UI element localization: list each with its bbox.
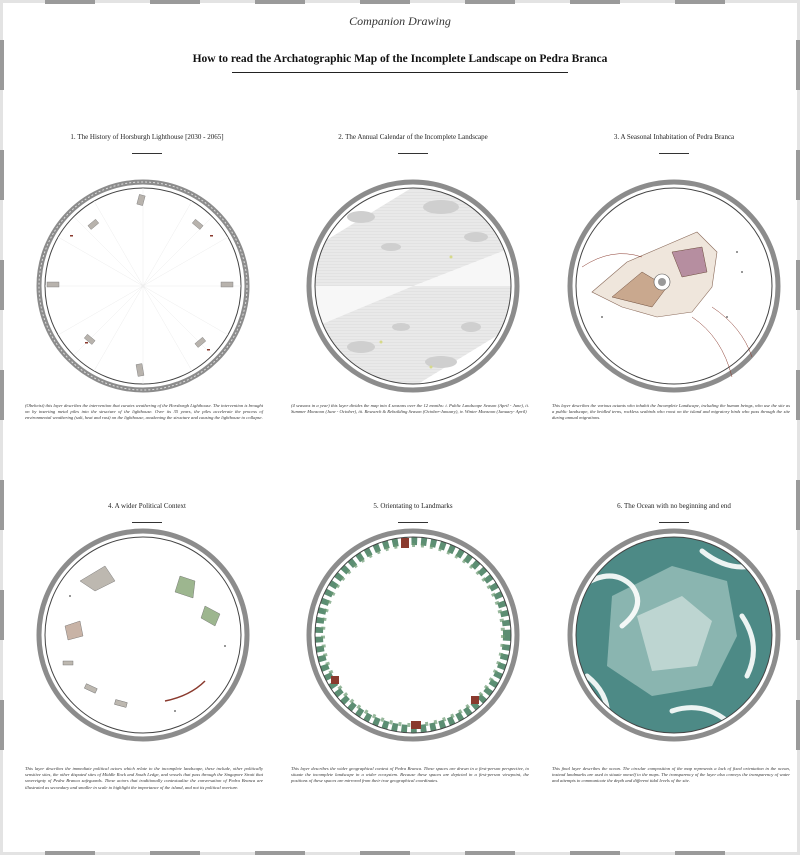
panel-description: This layer describes the immediate political actors which relate to the incomplete landscape, these include, other politically sensitive sites, the other disputed sites of Middle Rock and South Ledge, and vessels that pass through the Singapore Strait that sovereignty of Pedra Branca safeguards. These actors that traditionally contextualise the conversation of Pedra Branca are illustrated as secondary and smaller in scale to highlight the importance of the island, and not its political overture. bbox=[25, 766, 263, 790]
panel-title: 6. The Ocean with no beginning and end bbox=[617, 502, 731, 510]
header-kicker: Companion Drawing bbox=[349, 14, 451, 28]
landmark-ring-circle bbox=[291, 526, 535, 748]
page-title: How to read the Archatographic Map of the Incomplete Landscape on Pedra Branca bbox=[192, 53, 608, 65]
panel-rule bbox=[659, 522, 689, 523]
panel-rule bbox=[398, 522, 428, 523]
panel-title: 4. A wider Political Context bbox=[108, 502, 186, 510]
panel-description: (4 seasons in a year) this layer divides the map into 4 seasons over the 12 months: i. Public Landscape Season (April - June), ii. Summer Monsoon (June - October), iii. Research & Rebuilding Season (October-January), iv. Winter Monsoon (January- April) bbox=[291, 403, 529, 415]
panel-title: 5. Orientating to Landmarks bbox=[373, 502, 453, 510]
panel-description: This final layer describes the ocean. The circular composition of the map represents a lack of fixed orientation in the ocean, instead landmarks are used to situate oneself to the maps. The transparency of the layer also conveys the transparency of water and attempts to communicate the depth and different tidal levels of the site. bbox=[552, 766, 790, 784]
political-sites-circle bbox=[25, 526, 269, 748]
panel-title: 3. A Seasonal Inhabitation of Pedra Branca bbox=[613, 133, 735, 141]
panel-rule bbox=[398, 153, 428, 154]
season-wedges-circle bbox=[291, 177, 535, 399]
panel-rule bbox=[132, 153, 162, 154]
panel-description: This layer describes the wider geographical context of Pedra Branca. These spaces are drawn in a first-person perspective, to situate the incomplete landscape in a wider ecosystem. Because these spaces are depicted in a first-person viewpoint, the positions of these spaces are mirrored from their true geographical coordinates. bbox=[291, 766, 529, 784]
panel-description: (Obeheist) this layer describes the intervention that curates weathering of the Horsburgh Lighthouse. The intervention is brought on by inserting metal piles into the structure of the lighthouse. Over its 35 years, the piles accelerate the process of environmental weathering (salt, heat and rust) on the lighthouse, awakening the structure and causing the lighthouse to collapse. bbox=[25, 403, 263, 421]
island-plan-circle bbox=[552, 177, 796, 399]
panel-rule bbox=[132, 522, 162, 523]
panel-description: This layer describes the various actants who inhabit the Incomplete Landscape, including the human beings, who use the site as a public landscape, the bridled terns, rockless seabirds who roost on the island and migratory birds who pass through the site during annual migrations. bbox=[552, 403, 790, 421]
ocean-layer-circle bbox=[552, 526, 796, 748]
panel-title: 1. The History of Horsburgh Lighthouse [2030 - 2065] bbox=[70, 133, 224, 141]
panel-rule bbox=[659, 153, 689, 154]
title-rule bbox=[232, 72, 568, 73]
panel-title: 2. The Annual Calendar of the Incomplete Landscape bbox=[338, 133, 488, 141]
lighthouse-markers-circle bbox=[25, 177, 269, 399]
